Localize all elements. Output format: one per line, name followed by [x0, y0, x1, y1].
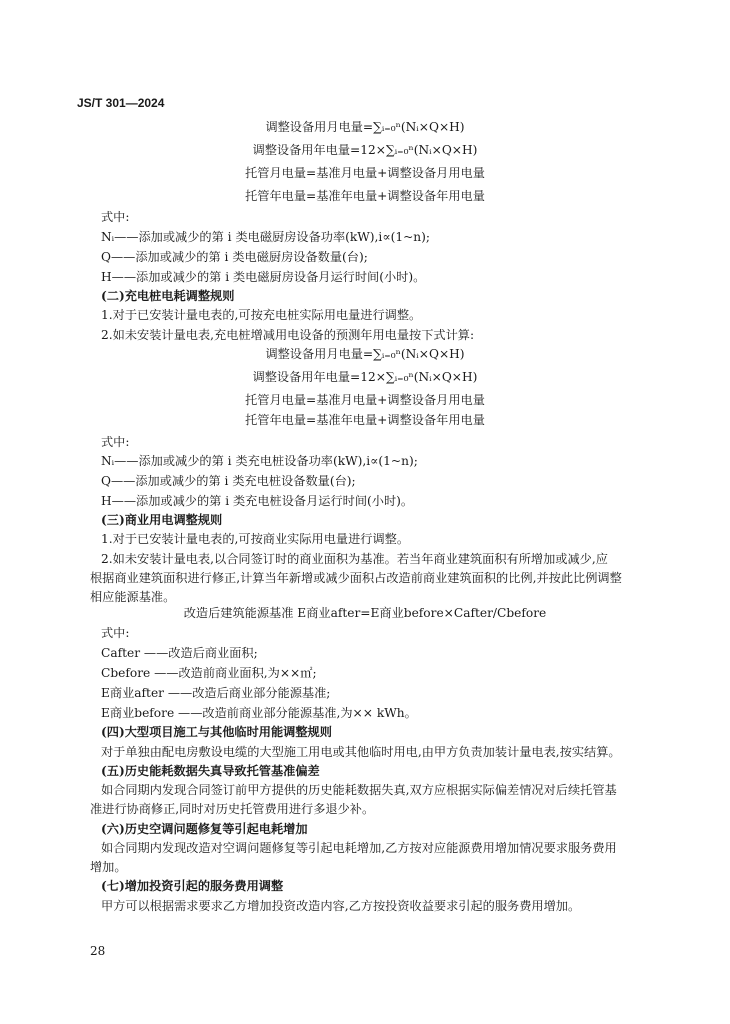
where-label: 式中:: [101, 626, 130, 640]
definition-line: Cafter ——改造后商业面积;: [101, 646, 258, 660]
paragraph-line: 准进行协商修正,同时对历史托管费用进行多退少补。: [90, 802, 375, 816]
where-label: 式中:: [101, 435, 130, 449]
section-heading: (四)大型项目施工与其他临时用能调整规则: [101, 725, 332, 739]
formula-commercial-baseline: 改造后建筑能源基准 E商业after=E商业before×Cafter/Cbefore: [183, 606, 547, 620]
definition-line: Q——添加或减少的第 i 类电磁厨房设备数量(台);: [101, 250, 368, 264]
definition-line: Nᵢ——添加或减少的第 i 类电磁厨房设备功率(kW),i∝(1~n);: [101, 230, 431, 244]
document-code: JS/T 301—2024: [77, 96, 165, 110]
paragraph-line: 2.如未安装计量电表,充电桩增减用电设备的预测年用电量按下式计算:: [101, 328, 475, 342]
formula-managed-monthly: 托管月电量=基准月电量+调整设备月用电量: [245, 166, 485, 180]
paragraph-line: 1.对于已安装计量电表的,可按充电桩实际用电量进行调整。: [101, 308, 422, 322]
definition-line: E商业after ——改造后商业部分能源基准;: [101, 686, 331, 700]
section-heading: (五)历史能耗数据失真导致托管基准偏差: [101, 764, 320, 778]
formula-managed-yearly: 托管年电量=基准年电量+调整设备年用电量: [245, 189, 485, 203]
section-heading: (二)充电桩电耗调整规则: [101, 289, 235, 303]
formula-monthly-adjust: 调整设备用月电量=∑ᵢ₌₀ⁿ(Nᵢ×Q×H): [265, 120, 465, 134]
formula-monthly-adjust: 调整设备用月电量=∑ᵢ₌₀ⁿ(Nᵢ×Q×H): [265, 347, 465, 361]
paragraph-line: 对于单独由配电房敷设电缆的大型施工用电或其他临时用电,由甲方负责加装计量电表,按实结算。: [101, 745, 621, 759]
formula-managed-yearly: 托管年电量=基准年电量+调整设备年用电量: [245, 413, 485, 427]
paragraph-line: 相应能源基准。: [90, 590, 176, 604]
page-number: 28: [90, 944, 106, 958]
definition-line: E商业before ——改造前商业部分能源基准,为×× kWh。: [101, 706, 417, 720]
section-heading: (六)历史空调问题修复等引起电耗增加: [101, 822, 308, 836]
formula-yearly-adjust: 调整设备用年电量=12×∑ᵢ₌₀ⁿ(Nᵢ×Q×H): [252, 143, 478, 157]
definition-line: Nᵢ——添加或减少的第 i 类充电桩设备功率(kW),i∝(1~n);: [101, 454, 418, 468]
where-label: 式中:: [101, 210, 130, 224]
definition-line: Cbefore ——改造前商业面积,为××㎡;: [101, 666, 317, 680]
paragraph-line: 根据商业建筑面积进行修正,计算当年新增或减少面积占改造前商业建筑面积的比例,并按此比例调整: [90, 571, 622, 585]
paragraph-line: 1.对于已安装计量电表的,可按商业实际用电量进行调整。: [101, 532, 410, 546]
formula-managed-monthly: 托管月电量=基准月电量+调整设备月用电量: [245, 393, 485, 407]
paragraph-line: 如合同期内发现合同签订前甲方提供的历史能耗数据失真,双方应根据实际偏差情况对后续托管基: [101, 783, 617, 797]
formula-yearly-adjust: 调整设备用年电量=12×∑ᵢ₌₀ⁿ(Nᵢ×Q×H): [252, 370, 478, 384]
paragraph-line: 增加。: [90, 860, 127, 874]
definition-line: Q——添加或减少的第 i 类充电桩设备数量(台);: [101, 474, 356, 488]
definition-line: H——添加或减少的第 i 类电磁厨房设备月运行时间(小时)。: [101, 270, 426, 284]
definition-line: H——添加或减少的第 i 类充电桩设备月运行时间(小时)。: [101, 494, 414, 508]
paragraph-line: 2.如未安装计量电表,以合同签订时的商业面积为基准。若当年商业建筑面积有所增加或减少,应: [101, 552, 608, 566]
section-heading: (三)商业用电调整规则: [101, 513, 223, 527]
paragraph-line: 如合同期内发现改造对空调问题修复等引起电耗增加,乙方按对应能源费用增加情况要求服务费用: [101, 841, 617, 855]
section-heading: (七)增加投资引起的服务费用调整: [101, 879, 284, 893]
paragraph-line: 甲方可以根据需求要求乙方增加投资改造内容,乙方按投资收益要求引起的服务费用增加。: [101, 899, 581, 913]
